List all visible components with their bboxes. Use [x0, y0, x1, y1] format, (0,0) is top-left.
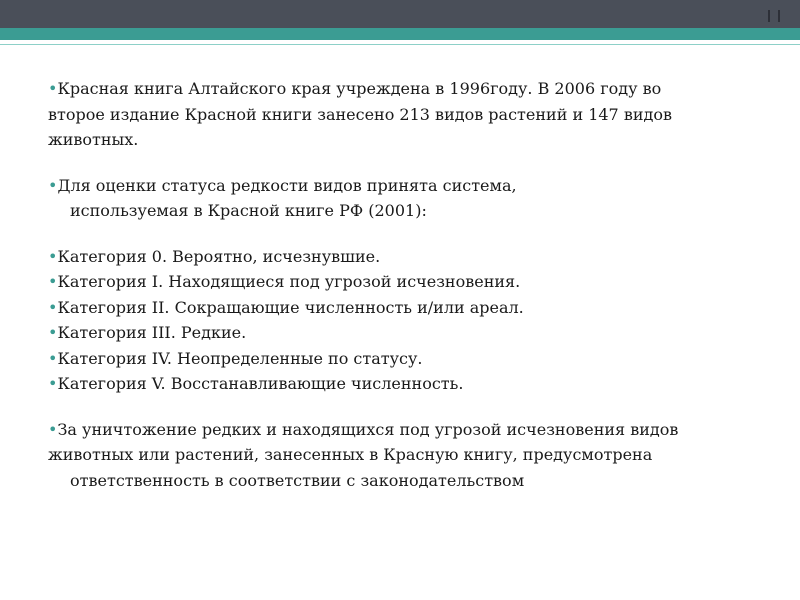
- bullet-icon: •: [48, 79, 58, 98]
- bullet-icon: •: [48, 272, 58, 291]
- slide-content: [48, 76, 748, 493]
- category-text: Категория V. Восстанавливающие численность.: [57, 374, 464, 393]
- accent-line: [0, 44, 800, 45]
- list-item: [48, 244, 748, 270]
- bullet-icon: •: [48, 246, 58, 266]
- spacer: [48, 153, 748, 173]
- paragraph-liability: [48, 417, 748, 494]
- bullet-icon: •: [48, 348, 58, 368]
- category-list: [48, 244, 748, 397]
- category-text: Категория II. Сокращающие численность и/или ареал.: [57, 297, 524, 317]
- paragraph-red-book-history: [48, 76, 748, 153]
- category-text: Категория III. Редкие.: [57, 323, 247, 342]
- slide-header-bar: [0, 0, 800, 28]
- text-span: За уничтожение редких и находящихся под угрозой исчезновения видов: [57, 419, 679, 439]
- text-line: второе издание Красной книги занесено 213 видов растений и 147 видов: [48, 104, 672, 124]
- text-span: Красная книга Алтайского края учреждена в 1996году. В 2006 году во: [57, 79, 662, 98]
- list-item: [48, 269, 748, 295]
- text-line: животных.: [48, 130, 139, 149]
- spacer: [48, 224, 748, 244]
- paragraph-rarity-system: [48, 173, 748, 224]
- bullet-icon: •: [48, 175, 58, 195]
- list-item: [48, 371, 748, 397]
- text-line: [48, 417, 748, 443]
- spacer: [48, 397, 748, 417]
- text-line: ответственность в соответствии с законодательством: [70, 470, 525, 490]
- list-item: [48, 295, 748, 321]
- category-text: Категория IV. Неопределенные по статусу.: [57, 348, 423, 368]
- text-line: используемая в Красной книге РФ (2001):: [70, 201, 427, 220]
- bullet-icon: •: [48, 374, 58, 393]
- category-text: Категория I. Находящиеся под угрозой исчезновения.: [57, 272, 521, 291]
- bullet-icon: •: [48, 419, 58, 439]
- text-line: животных или растений, занесенных в Красную книгу, предусмотрена: [48, 445, 653, 464]
- bullet-icon: •: [48, 323, 58, 342]
- text-span: Для оценки статуса редкости видов принята система,: [57, 175, 517, 195]
- list-item: [48, 346, 748, 372]
- list-item: [48, 320, 748, 346]
- header-tab-decoration: [768, 10, 780, 22]
- text-line: [48, 76, 748, 102]
- bullet-icon: •: [48, 297, 58, 317]
- text-line: [48, 173, 748, 199]
- category-text: Категория 0. Вероятно, исчезнувшие.: [57, 246, 381, 266]
- accent-band: [0, 28, 800, 40]
